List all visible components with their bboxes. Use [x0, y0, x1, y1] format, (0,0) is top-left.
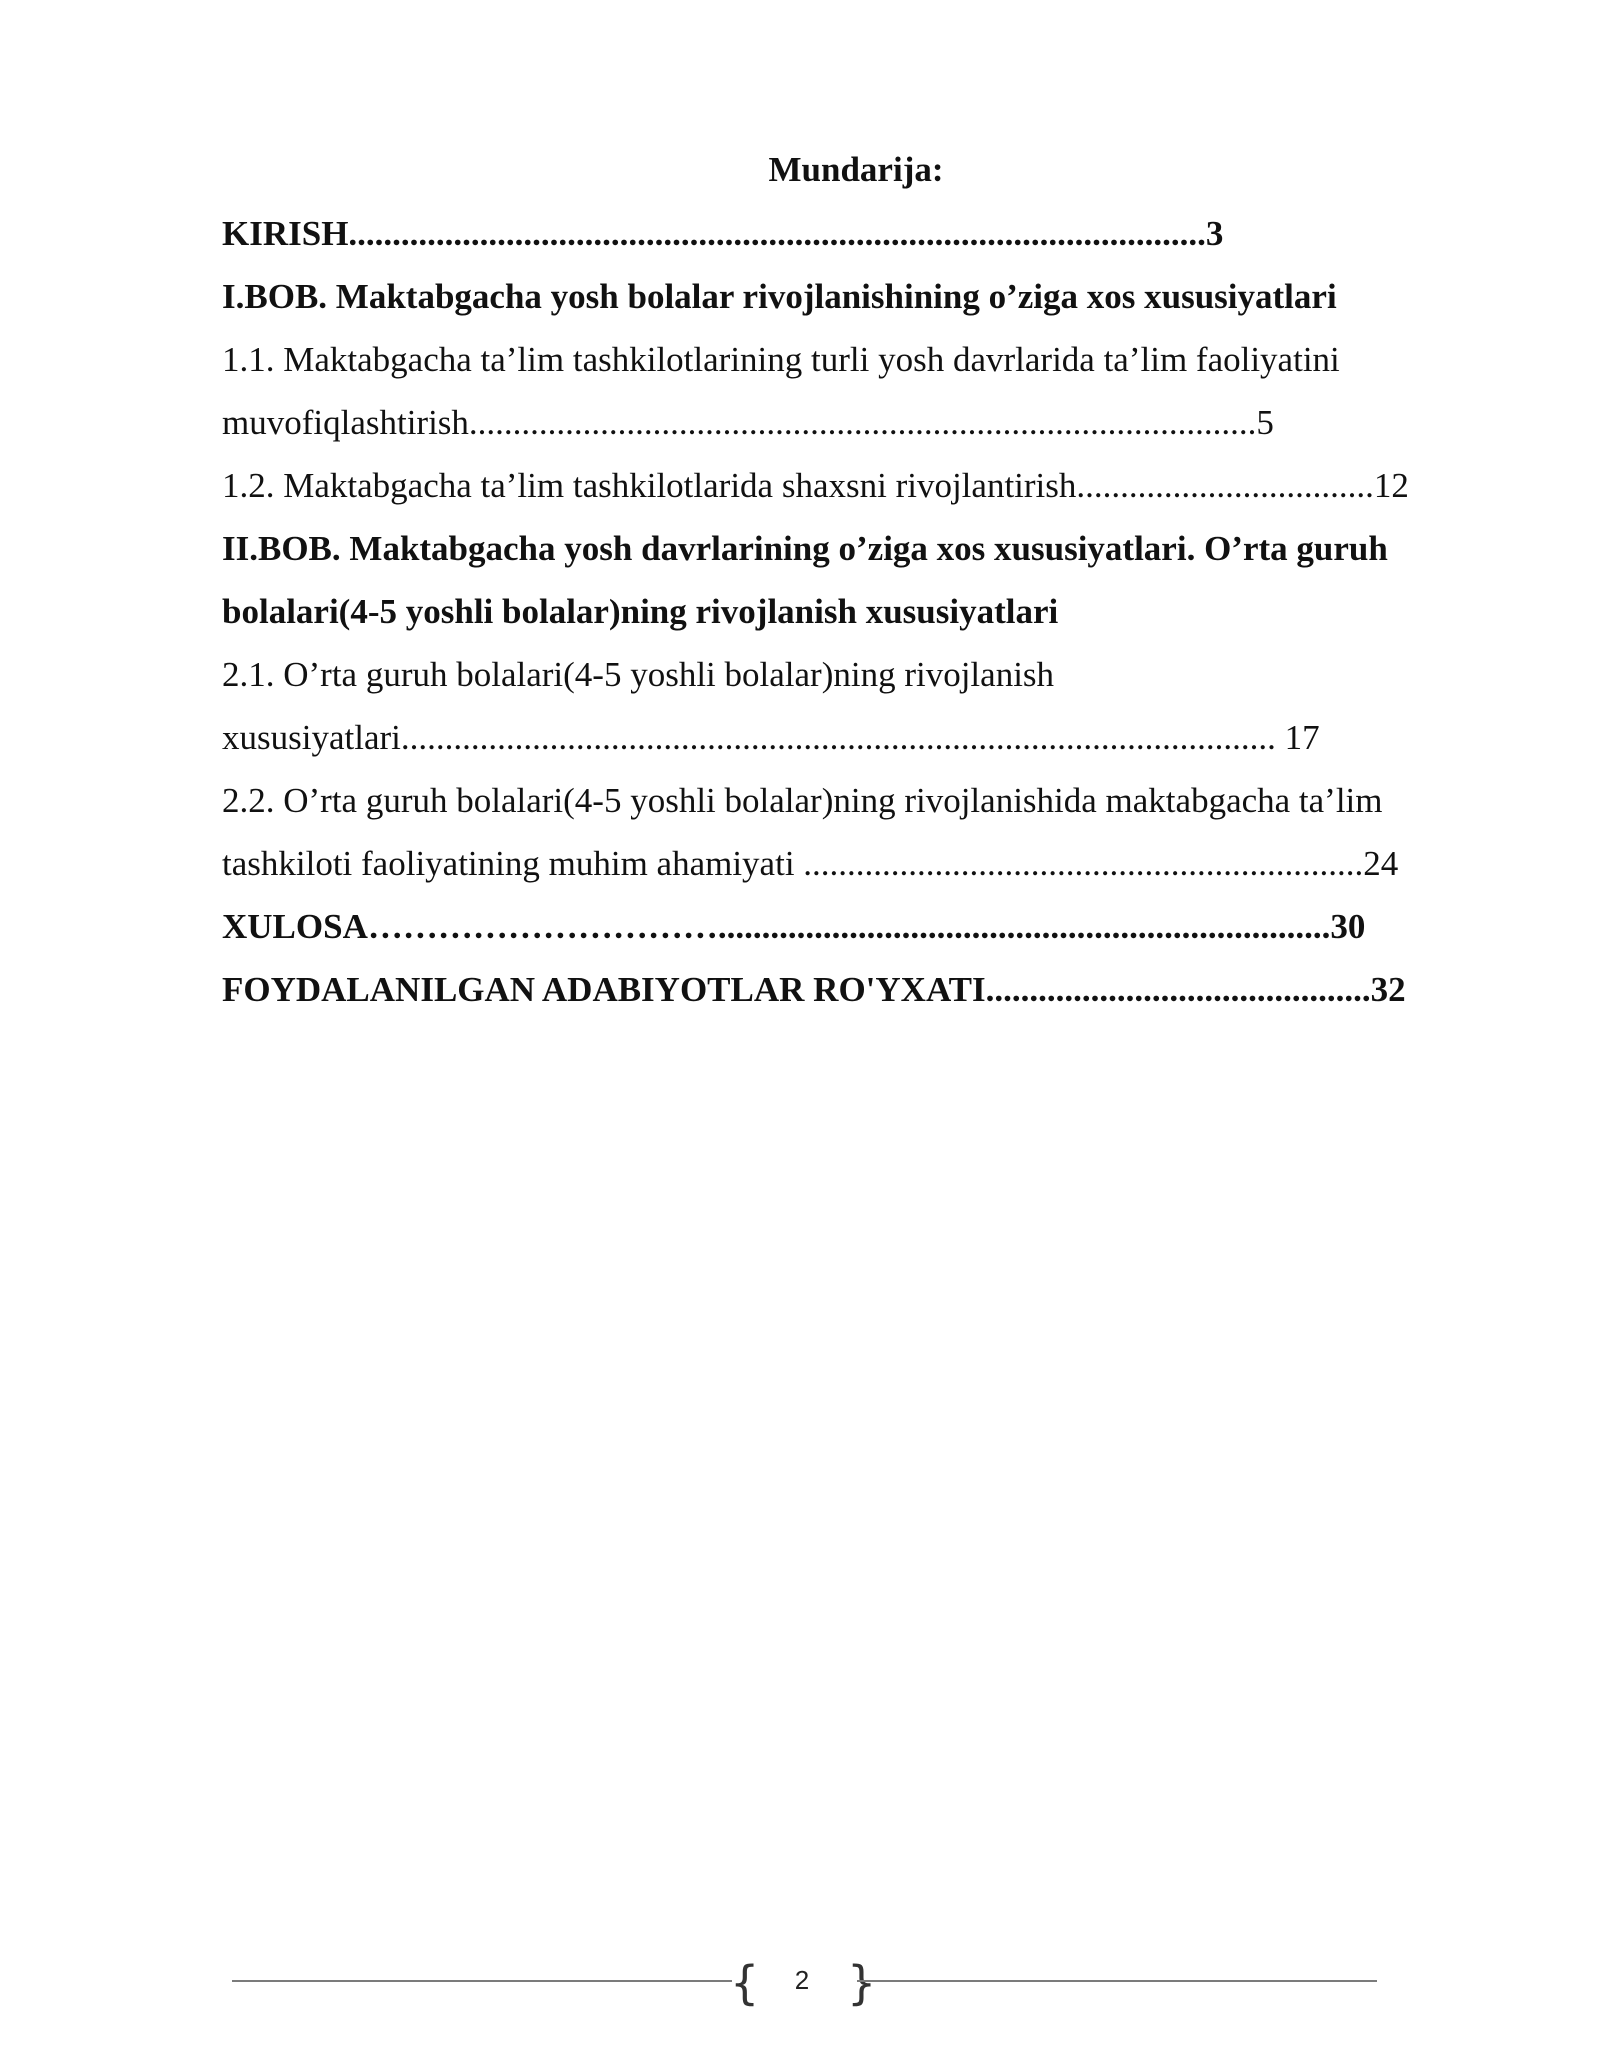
toc-chapter-2-heading-line-1: II.BOB. Maktabgacha yosh davrlarining o’ziga xos xususiyatlari. O’rta guruh: [222, 529, 1388, 568]
footer-right-brace-icon: }: [847, 1956, 877, 2010]
toc-entry-references: FOYDALANILGAN ADABIYOTLAR RO'YXATI............................................32: [222, 970, 1406, 1009]
toc-entry-1-1-line-1: 1.1. Maktabgacha ta’lim tashkilotlarining turli yosh davrlarida ta’lim faoliyatini: [222, 340, 1340, 379]
toc-entry-2-1-line-2: xususiyatlari.................................................................................................... 17: [222, 718, 1320, 757]
toc-chapter-1-heading: I.BOB. Maktabgacha yosh bolalar rivojlanishining o’ziga xos xususiyatlari: [222, 277, 1337, 316]
toc-title: Mundarija:: [768, 150, 944, 189]
toc-entry-kirish: KIRISH..................................................................................................3: [222, 214, 1224, 253]
toc-entry-2-1-line-1: 2.1. O’rta guruh bolalari(4-5 yoshli bolalar)ning rivojlanish: [222, 655, 1055, 694]
toc-entry-1-2: 1.2. Maktabgacha ta’lim tashkilotlarida shaxsni rivojlantirish..................................12: [222, 466, 1409, 505]
footer-left-brace-icon: {: [730, 1956, 760, 2010]
toc-entry-2-2-line-1: 2.2. O’rta guruh bolalari(4-5 yoshli bolalar)ning rivojlanishida maktabgacha ta’lim: [222, 781, 1383, 820]
page-number: 2: [794, 1965, 810, 1995]
toc-chapter-2-heading-line-2: bolalari(4-5 yoshli bolalar)ning rivojlanish xususiyatlari: [222, 592, 1059, 631]
toc-entry-1-1-line-2: muvofiqlashtirish..........................................................................................5: [222, 403, 1274, 442]
toc-entry-2-2-line-2: tashkiloti faoliyatining muhim ahamiyati ................................................................24: [222, 844, 1399, 883]
toc-entry-xulosa: XULOSA…………………………......................................................................30: [222, 907, 1366, 946]
